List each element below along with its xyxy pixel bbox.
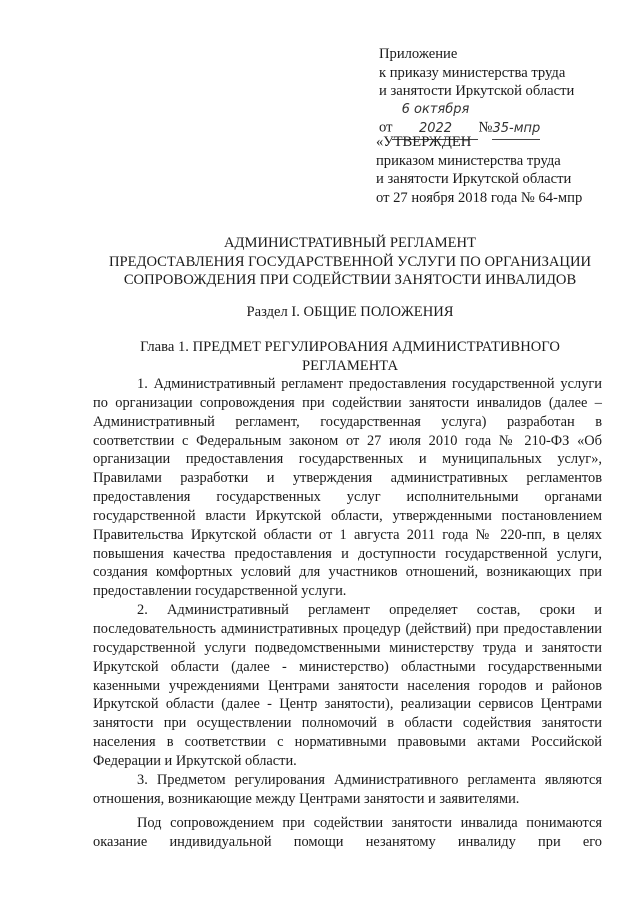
appendix-line: к приказу министерства труда — [379, 64, 566, 81]
paragraph: Под сопровождением при содействии занятости инвалида понимаются оказание индивидуальной помощи незанятому инвалиду при его — [93, 815, 602, 851]
document-title — [60, 234, 640, 290]
appendix-block — [379, 45, 574, 140]
handwritten-date: 6 октября 2022 — [392, 101, 478, 139]
approved-block — [376, 133, 582, 208]
number-prefix: № — [478, 119, 493, 136]
document-body — [93, 375, 602, 852]
paragraph: 1. Административный регламент предоставления государственной услуги по организации сопровождения при содействии занятости инвалидов (далее – Административный регламент, государственная услуга) разработан в соответствии с Федеральным законом от 27 июля 2010 года № 210-ФЗ «Об организации предоставления государственных и муниципальных услуг», Правилами разработки и утверждения административных регламентов предоставления государственных услуг исполнительными органами государственной власти Иркутской области, утвержденными постановлением Правительства Иркутской области от 1 августа 2011 года № 220-пп, в целях повышения качества предоставления и доступности государственной услуги, создания комфортных условий для участников отношений, возникающих при предоставлении государственной услуги. — [93, 376, 602, 600]
handwritten-number: 35-мпр — [492, 120, 540, 140]
title-line: СОПРОВОЖДЕНИЯ ПРИ СОДЕЙСТВИИ ЗАНЯТОСТИ ИНВАЛИДОВ — [123, 272, 577, 289]
chapter-line: РЕГЛАМЕНТА — [302, 357, 398, 374]
approved-line: «УТВЕРЖДЕН — [376, 134, 472, 150]
approved-line: от 27 ноября 2018 года № 64-мпр — [376, 190, 583, 207]
approved-line: приказом министерства труда — [376, 152, 561, 169]
title-line: ПРЕДОСТАВЛЕНИЯ ГОСУДАРСТВЕННОЙ УСЛУГИ ПО ОРГАНИЗАЦИИ — [108, 253, 592, 270]
chapter-heading — [60, 338, 640, 375]
title-line: АДМИНИСТРАТИВНЫЙ РЕГЛАМЕНТ — [223, 235, 477, 251]
paragraph: 3. Предметом регулирования Административного регламента являются отношения, возникающие между Центрами занятости и заявителями. — [93, 771, 602, 807]
date-prefix: от — [379, 119, 393, 136]
section-heading: Раздел I. ОБЩИЕ ПОЛОЖЕНИЯ — [246, 304, 454, 320]
paragraph: 2. Административный регламент определяет состав, сроки и последовательность административных процедур (действий) при предоставлении государственной услуги подведомственными министерству труда и занятости Иркутской области (далее - министерство) областными государственными казенными учреждениями Центрами занятости населения городов и районов Иркутской области (далее - Центр занятости), реализации сервисов Центрами занятости при осуществлении полномочий в области содействия занятости населения в соответствии с нормативными правовыми актами Российской Федерации и Иркутской области. — [93, 602, 602, 769]
appendix-line: Приложение — [379, 46, 458, 62]
chapter-line: Глава 1. ПРЕДМЕТ РЕГУЛИРОВАНИЯ АДМИНИСТРАТИВНОГО — [140, 339, 560, 355]
approved-line: и занятости Иркутской области — [376, 171, 572, 188]
appendix-line: и занятости Иркутской области — [379, 83, 575, 100]
